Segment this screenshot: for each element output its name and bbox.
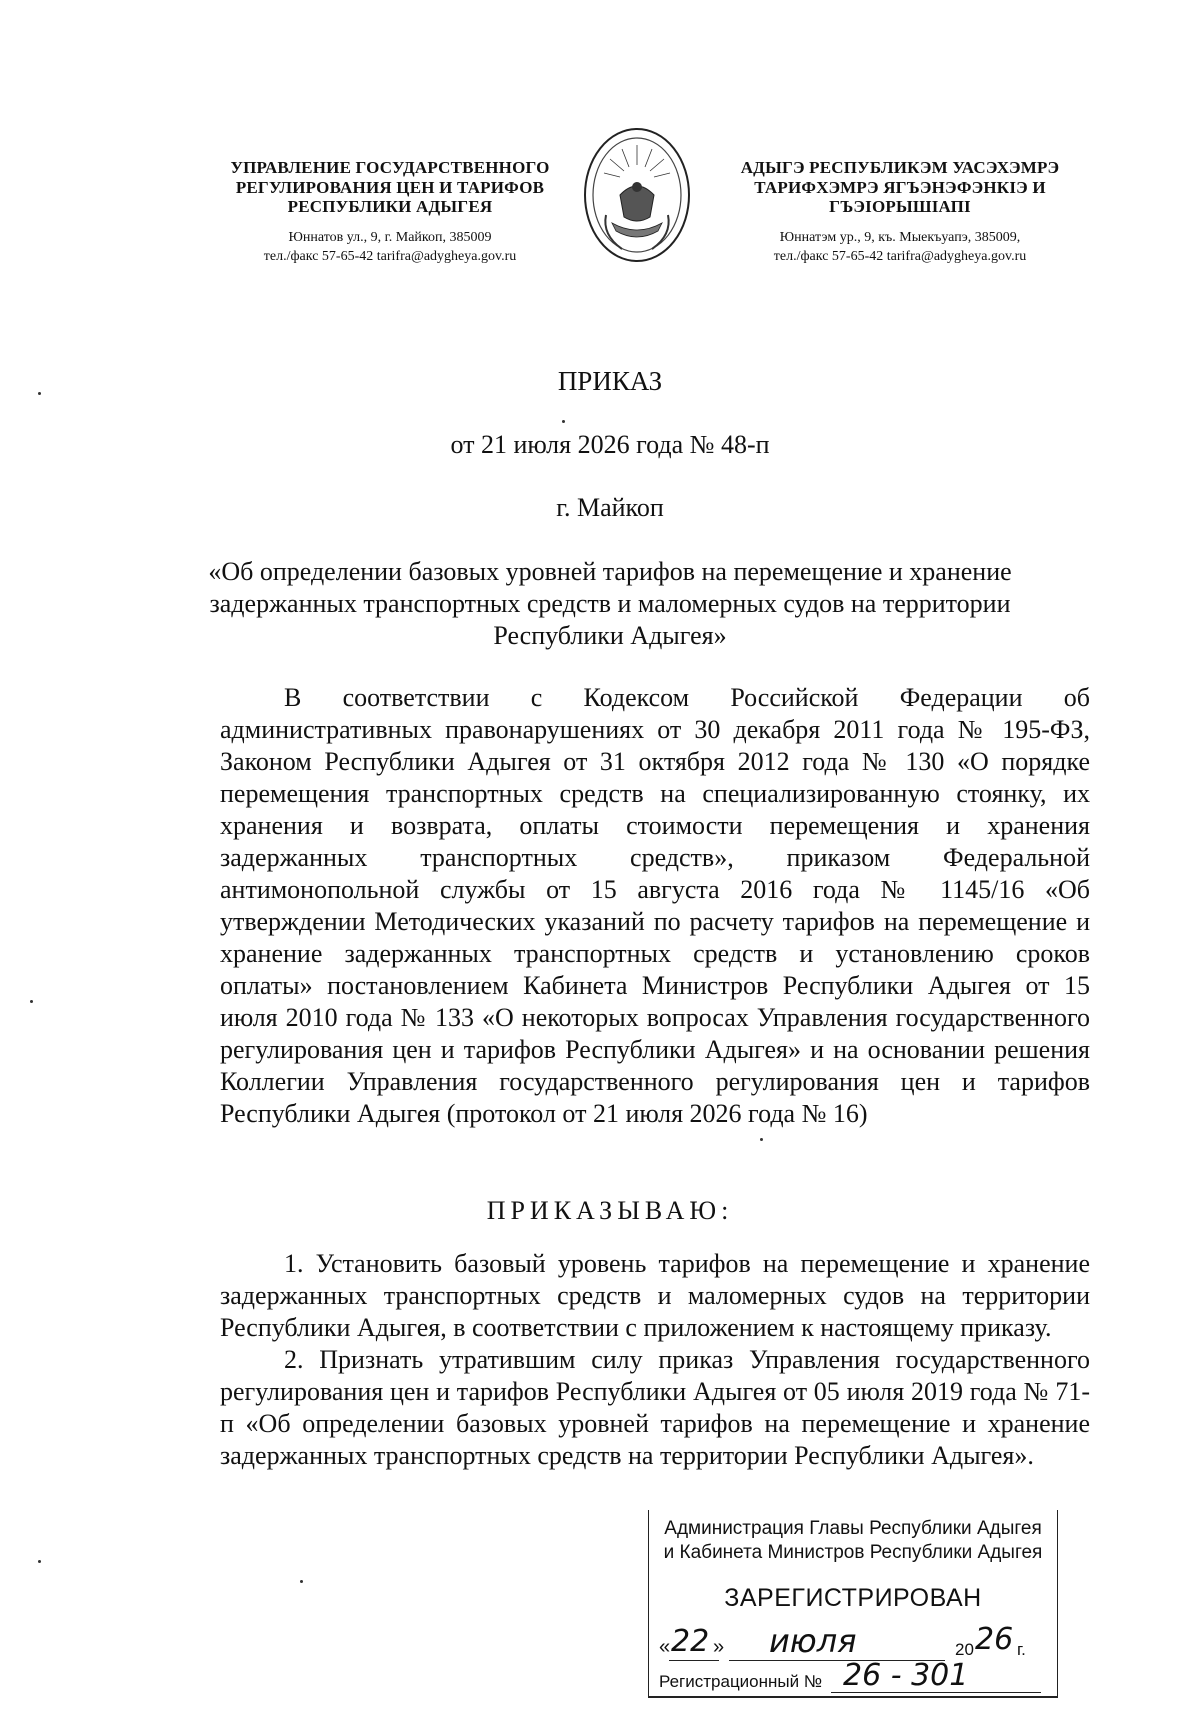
stamp-regno-handwritten: 26 - 301 [843,1658,969,1693]
scan-speck [38,1560,41,1563]
stamp-authority-line-1: Администрация Главы Республики Адыгея [664,1518,1042,1539]
emblem-seal-icon [582,125,692,265]
stamp-date-row [659,1622,1049,1662]
letterhead-right-address: Юннатэм ур., 9, къ. Мыекъуапэ, 385009, [779,229,1021,245]
stamp-registered-label: ЗАРЕГИСТРИРОВАН [724,1584,982,1612]
letterhead-left-title: УПРАВЛЕНИЕ ГОСУДАРСТВЕННОГО РЕГУЛИРОВАНИЯ ЦЕН И ТАРИФОВ РЕСПУБЛИКИ АДЫГЕЯ [230,158,550,217]
document-city: г. Майкоп [556,493,664,522]
stamp-quote-close: » [713,1636,725,1658]
stamp-month-handwritten: июля [769,1622,857,1660]
scan-speck [562,420,565,423]
stamp-authority-line-2: и Кабинета Министров Республики Адыгея [663,1542,1043,1563]
scan-speck [300,1580,303,1583]
document-title: ПРИКАЗ [557,366,663,396]
letterhead-right [720,158,1080,266]
order-item-1: 1. Установить базовый уровень тарифов на перемещение и хранение задержанных транспортных средств и маломерных судов на территории Республики Адыгея, в соответствии с приложением к настоящему приказу. [220,1249,1090,1342]
letterhead-right-title: АДЫГЭ РЕСПУБЛИКЭМ УАСЭХЭМРЭ ТАРИФХЭМРЭ ЯГЪЭНЭФЭНКIЭ И ГЪЭIОРЫШIАПI [740,158,1060,217]
order-item-2: 2. Признать утратившим силу приказ Управления государственного регулирования цен и тарифов Республики Адыгея от 05 июля 2019 года № 71-п «Об определении базовых уровней тарифов на перемещение и хранение задержанных транспортных средств на территории Республики Адыгея». [220,1345,1090,1470]
document-date-number: от 21 июля 2026 года № 48-п [450,430,770,459]
stamp-quote-open: « [659,1636,671,1658]
registration-stamp [648,1510,1058,1698]
letterhead-left-address-block [210,229,570,267]
scan-speck [30,1000,33,1003]
letterhead-left-address: Юннатов ул., 9, г. Майкоп, 385009 [288,229,492,245]
stamp-year-suffix: г. [1017,1640,1026,1659]
stamp-day-handwritten: 22 [671,1624,710,1659]
stamp-regno-row [659,1658,1049,1694]
letterhead-left-contact: тел./факс 57-65-42 tarifra@adygheya.gov.ru [263,248,517,264]
letterhead-right-address-block [720,229,1080,267]
document-subject: «Об определении базовых уровней тарифов на перемещение и хранение задержанных транспортных средств и маломерных судов на территории Республики Адыгея» [208,557,1012,650]
scan-speck [760,1138,763,1141]
basis-paragraph: В соответствии с Кодексом Российской Федерации об административных правонарушениях от 30 декабря 2011 года № 195-ФЗ, Законом Республики Адыгея от 31 октября 2012 года № 130 «О порядке перемещения транспортных средств на специализированную стоянку, их хранения и возврата, оплаты стоимости перемещения и хранения задержанных транспортных средств», приказом Федеральной антимонопольной службы от 15 августа 2016 года № 1145/16 «Об утверждении Методических указаний по расчету тарифов на перемещение и хранение задержанных транспортных средств и установлению сроков оплаты» постановлением Кабинета Министров Республики Адыгея от 15 июля 2010 года № 133 «О некоторых вопросах Управления государственного регулирования цен и тарифов Республики Адыгея» и на основании решения Коллегии Управления государственного регулирования цен и тарифов Республики Адыгея (протокол от 21 июля 2026 года № 16) [220,683,1090,1128]
stamp-regno-underline [831,1692,1041,1693]
scan-speck [38,392,41,395]
stamp-regno-label: Регистрационный № [659,1672,823,1691]
letterhead-left [210,158,570,266]
stamp-year-prefix: 20 [955,1640,974,1659]
orders-heading: ПРИКАЗЫВАЮ: [486,1196,734,1225]
letterhead-right-contact: тел./факс 57-65-42 tarifra@adygheya.gov.ru [773,248,1027,264]
stamp-year-handwritten: 26 [975,1622,1014,1657]
stamp-day-underline [669,1660,719,1661]
